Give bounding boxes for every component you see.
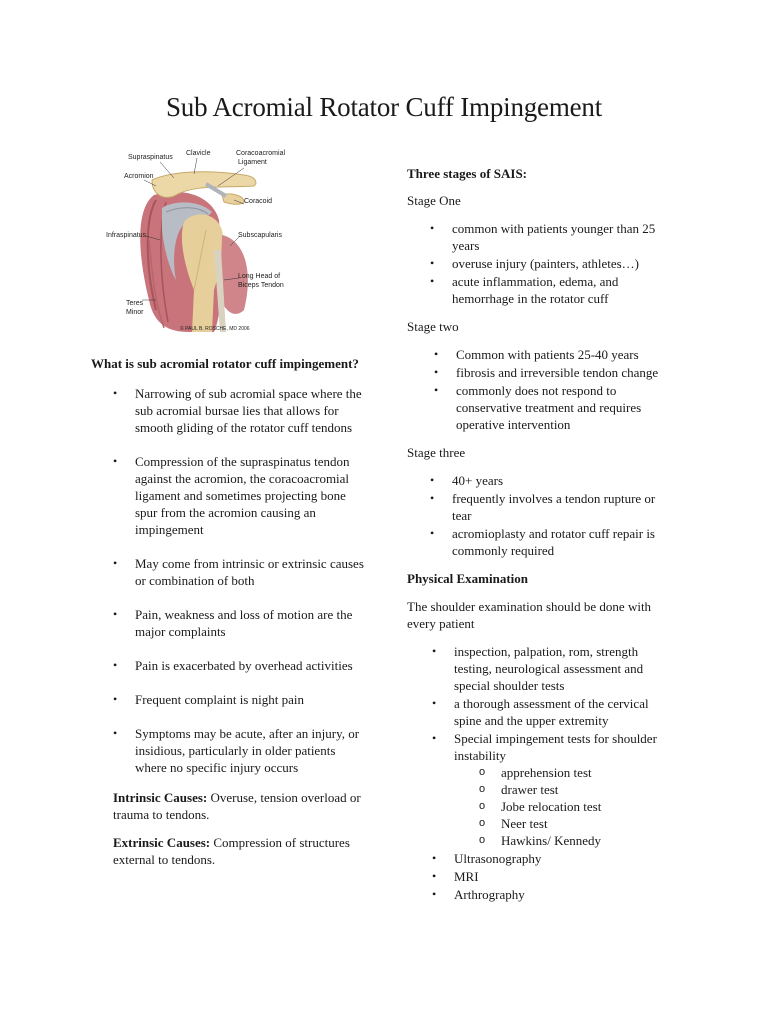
intrinsic-label: Intrinsic Causes: — [113, 790, 208, 805]
list-item: • Pain, weakness and loss of motion are the major complaints — [113, 607, 353, 639]
label-clavicle: Clavicle — [186, 150, 211, 157]
bullet-icon: • — [430, 256, 435, 270]
physical-examination-heading: Physical Examination — [407, 571, 528, 586]
list-item: • Arthrography — [432, 887, 525, 902]
list-item: • Common with patients 25-40 years — [434, 347, 639, 362]
bullet-icon: • — [432, 887, 437, 901]
left-column — [91, 140, 366, 879]
physical-examination-list — [407, 643, 677, 903]
bullet-icon: • — [113, 726, 118, 740]
list-item: • Symptoms may be acute, after an injury, or insidious, particularly in older patients where no specific injury occurs — [113, 726, 360, 775]
intrinsic-causes — [113, 789, 366, 823]
list-item: • common with patients younger than 25 years — [430, 221, 656, 253]
bullet-icon: • — [430, 526, 435, 540]
bullet-icon: • — [432, 696, 437, 710]
bullet-icon: • — [113, 556, 118, 570]
list-item: • acromioplasty and rotator cuff repair is commonly required — [430, 526, 655, 558]
list-item: • inspection, palpation, rom, strength testing, neurological assessment and special shoulder tests — [432, 644, 644, 693]
list-item: • a thorough assessment of the cervical spine and the upper extremity — [432, 696, 649, 728]
sub-list-item: o Neer test — [479, 816, 548, 831]
bullet-icon: • — [432, 644, 437, 658]
physical-examination-intro: The shoulder examination should be done with every patient — [407, 599, 652, 631]
bullet-icon: • — [434, 347, 439, 361]
label-minor: Minor — [126, 309, 144, 316]
bullet-icon: • — [432, 851, 437, 865]
list-item: • Ultrasonography — [432, 851, 542, 866]
label-infraspinatus: Infraspinatus — [106, 232, 147, 239]
question-heading: What is sub acromial rotator cuff impingement? — [91, 356, 359, 371]
stage-three-list — [407, 472, 677, 559]
stage-one-list — [407, 220, 677, 307]
label-supraspinatus: Supraspinatus — [128, 154, 173, 161]
bullet-icon: • — [113, 658, 118, 672]
list-item: • Narrowing of sub acromial space where the sub acromial bursae lies that allows for smooth gliding of the rotator cuff tendons — [113, 386, 362, 435]
list-item: • overuse injury (painters, athletes…) — [430, 256, 639, 271]
list-item: • 40+ years — [430, 473, 504, 488]
bullet-icon: • — [113, 454, 118, 468]
sub-list-item: o apprehension test — [479, 765, 592, 780]
stage-three-label: Stage three — [407, 445, 466, 460]
shoulder-anatomy-illustration — [94, 140, 294, 335]
circle-bullet-icon: o — [479, 817, 486, 829]
impingement-tests-list — [454, 764, 677, 849]
label-long-head: Long Head of — [238, 273, 281, 280]
list-item: • Frequent complaint is night pain — [113, 692, 304, 707]
label-subscapularis: Subscapularis — [238, 232, 282, 239]
stage-two-label: Stage two — [407, 319, 459, 334]
label-teres: Teres — [126, 300, 144, 307]
bullet-icon: • — [430, 473, 435, 487]
list-item: • MRI — [432, 869, 479, 884]
right-column — [407, 165, 677, 904]
list-item: • frequently involves a tendon rupture or tear — [430, 491, 656, 523]
bullet-icon: • — [434, 365, 439, 379]
page-title: Sub Acromial Rotator Cuff Impingement — [165, 92, 603, 122]
list-item: • May come from intrinsic or extrinsic causes or combination of both — [113, 556, 364, 588]
list-item: • fibrosis and irreversible tendon change — [434, 365, 659, 380]
circle-bullet-icon: o — [479, 800, 486, 812]
label-biceps-tendon: Biceps Tendon — [238, 282, 284, 289]
list-item: • acute inflammation, edema, and hemorrhage in the rotator cuff — [430, 274, 619, 306]
definition-list — [91, 385, 366, 776]
list-item: • Special impingement tests for shoulder instability o apprehension test o drawer test o Jobe relocation test o Neer test o Hawkins/ Kennedy — [454, 730, 677, 849]
sub-list-item: o Jobe relocation test — [479, 799, 602, 814]
circle-bullet-icon: o — [479, 834, 486, 846]
intrinsic-text: Overuse, tension overload or trauma to tendons. — [113, 790, 361, 822]
extrinsic-text: Compression of structures external to tendons. — [113, 835, 350, 867]
list-item: • Pain is exacerbated by overhead activities — [113, 658, 353, 673]
label-ligament: Ligament — [238, 159, 267, 166]
list-item: • Compression of the supraspinatus tendon against the acromion, the coracoacromial ligament and sometimes projecting bone spur from the acromion causing an impingement — [113, 454, 350, 537]
label-acromion: Acromion — [124, 173, 154, 180]
list-item: • commonly does not respond to conservative treatment and requires operative intervention — [434, 383, 642, 432]
bullet-icon: • — [430, 491, 435, 505]
label-coracoacromial: Coracoacromial — [236, 150, 286, 157]
label-coracoid: Coracoid — [244, 198, 273, 205]
sub-list-item: o drawer test — [479, 782, 559, 797]
extrinsic-label: Extrinsic Causes: — [113, 835, 211, 850]
bullet-icon: • — [113, 386, 118, 400]
extrinsic-causes — [113, 834, 366, 868]
bullet-icon: • — [113, 607, 118, 621]
bullet-icon: • — [430, 274, 435, 288]
circle-bullet-icon: o — [479, 766, 486, 778]
stage-two-list — [407, 346, 677, 433]
stages-heading: Three stages of SAIS: — [407, 166, 528, 181]
bullet-icon: • — [434, 383, 439, 397]
bullet-icon: • — [432, 869, 437, 883]
bullet-icon: • — [113, 692, 118, 706]
bullet-icon: • — [432, 731, 437, 745]
circle-bullet-icon: o — [479, 783, 486, 795]
stage-one-label: Stage One — [407, 193, 461, 208]
illustration-credit: © PAUL B. ROSCHE, MD 2006 — [180, 326, 250, 332]
bullet-icon: • — [430, 221, 435, 235]
sub-list-item: o Hawkins/ Kennedy — [479, 833, 602, 848]
